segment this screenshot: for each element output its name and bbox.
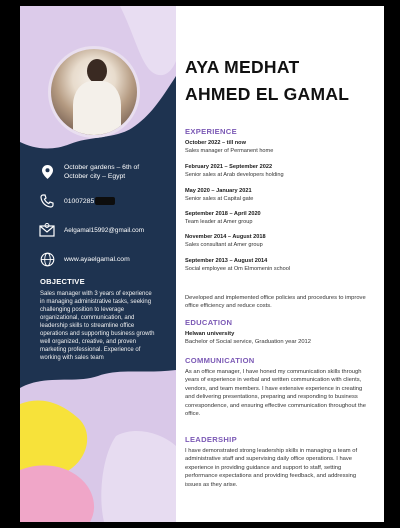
education-block — [185, 330, 373, 347]
leadership-title: LEADERSHIP — [185, 435, 237, 444]
education-title: EDUCATION — [185, 318, 233, 327]
experience-title: EXPERIENCE — [185, 127, 237, 136]
full-name — [185, 54, 381, 108]
sidebar — [20, 6, 176, 522]
experience-summary: Developed and implemented office policies and procedures to improve office efficiency and reduce costs. — [185, 295, 366, 310]
name-line2: AHMED EL GAMAL — [185, 84, 350, 104]
email-address[interactable]: Aelgamal15992@gmail.com — [64, 226, 145, 234]
redaction-mark — [95, 197, 115, 205]
objective-text: Sales manager with 3 years of experience in managing administrative tasks, seeking challenging position to leverage organizational, communication, and leadership skills to streamline office operations and supporting business growth well organized, creative, and proven marketing professional. Experience of working with sales team — [40, 291, 155, 361]
phone-row — [38, 192, 170, 210]
experience-item: November 2014 – August 2018 Sales consultant at Amer group — [185, 234, 266, 248]
experience-item: September 2018 – April 2020 Team leader at Amer group — [185, 211, 261, 225]
experience-item: September 2013 – August 2014 Social employee at Om Elmomenin school — [185, 258, 291, 272]
phone-icon — [38, 192, 56, 210]
experience-item: February 2021 – September 2022 Senior sales at Arab developers holding — [185, 164, 284, 178]
address-line2: October city – Egypt — [64, 173, 126, 180]
email-row[interactable] — [38, 221, 170, 239]
location-pin-icon — [38, 163, 56, 181]
experience-item: October 2022 – till now Sales manager of Permanent home — [185, 140, 274, 154]
objective-title: OBJECTIVE — [40, 277, 85, 286]
communication-text: As an office manager, I have honed my communication skills through years of experience in verbal and written communication with clients, vendors, and team members. I have extensive experience in creating and delivering presentations, preparing and responding to business correspondence, and ensuring effective communication throughout the office. — [185, 369, 366, 418]
resume-page — [20, 6, 384, 522]
education-degree: Bachelor of Social service, Graduation year 2012 — [185, 339, 311, 346]
globe-icon — [38, 250, 56, 268]
phone-number: 01007285 — [64, 197, 95, 205]
name-line1: AYA MEDHAT — [185, 57, 300, 77]
experience-item: May 2020 – January 2021 Senior sales at Capital gate — [185, 188, 254, 202]
education-school: Helwan university — [185, 331, 235, 337]
address-line1: October gardens – 6th of — [64, 164, 140, 171]
website-url[interactable]: www.ayaelgamal.com — [64, 255, 130, 263]
leadership-text: I have demonstrated strong leadership skills in managing a team of administrative staff and supervising daily office operations. I have experience in providing guidance and support to staff, setting performance expectations and providing feedback, and addressing issues as they arise. — [185, 448, 358, 488]
email-icon — [38, 221, 56, 239]
communication-title: COMMUNICATION — [185, 356, 255, 365]
bottom-decor-blob — [20, 366, 176, 522]
address-row — [38, 163, 170, 181]
profile-photo — [48, 46, 140, 138]
website-row[interactable] — [38, 250, 170, 268]
